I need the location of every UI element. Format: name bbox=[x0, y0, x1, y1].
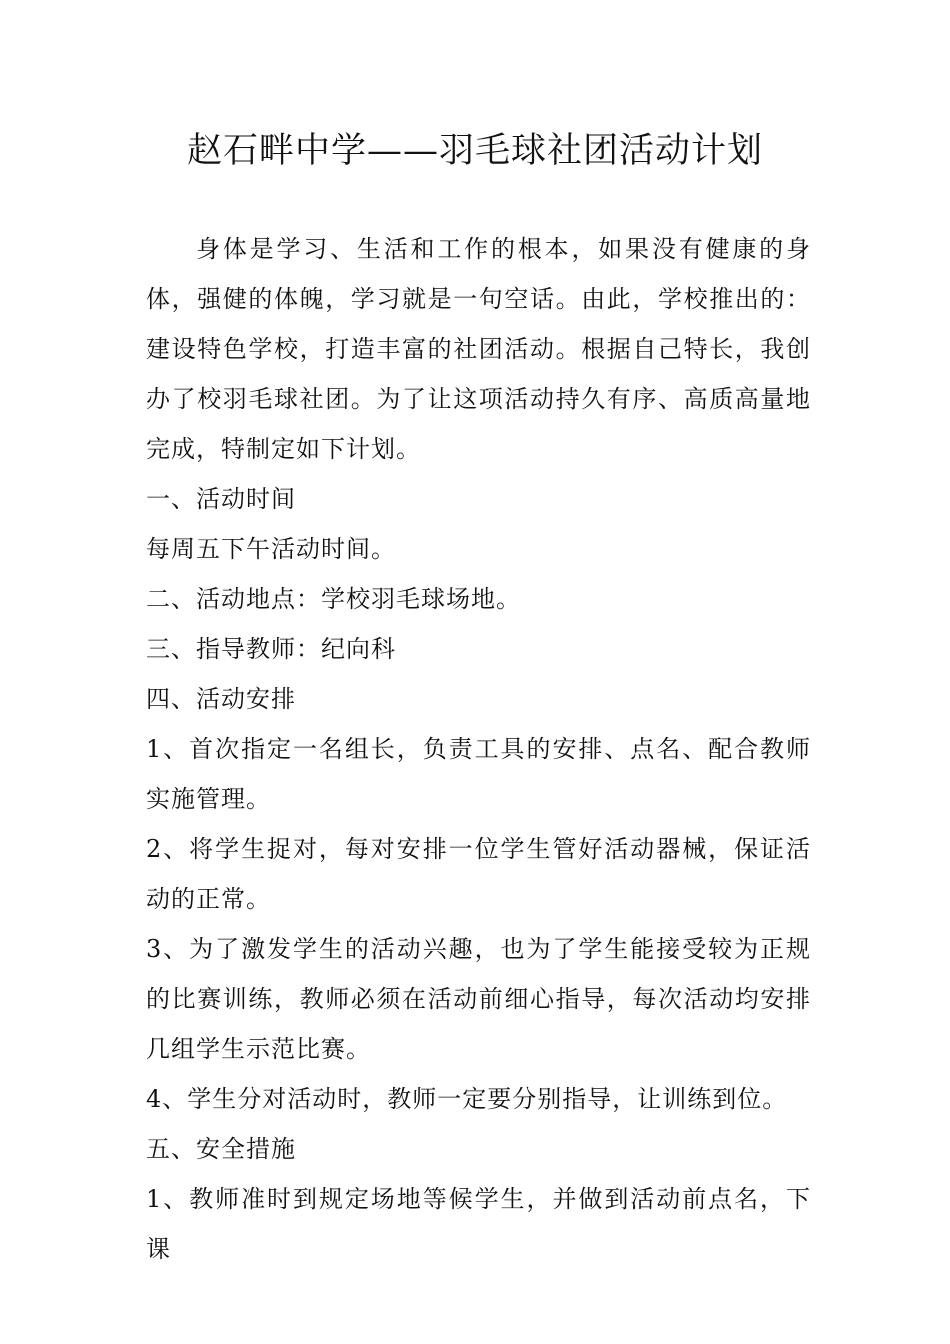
intro-paragraph: 身体是学习、生活和工作的根本，如果没有健康的身体，强健的体魄，学习就是一句空话。由此，学校推出的：建设特色学校，打造丰富的社团活动。根据自己特长，我创办了校羽毛球社团。为了让这项活动持久有序、高质高量地完成，特制定如下计划。 bbox=[146, 235, 811, 463]
arrangement-item: 3、为了激发学生的活动兴趣，也为了学生能接受较为正规的比赛训练，教师必须在活动前细心指导，每次活动均安排几组学生示范比赛。 bbox=[146, 935, 811, 1063]
section-heading-time: 一、活动时间 bbox=[146, 485, 296, 513]
safety-item: 1、教师准时到规定场地等候学生，并做到活动前点名，下课 bbox=[146, 1185, 811, 1263]
arrangement-item: 2、将学生捉对，每对安排一位学生管好活动器械，保证活动的正常。 bbox=[146, 835, 811, 913]
document-body bbox=[146, 224, 811, 1274]
arrangement-item: 1、首次指定一名组长，负责工具的安排、点名、配合教师实施管理。 bbox=[146, 735, 811, 813]
section-heading-arrangement: 四、活动安排 bbox=[146, 685, 296, 713]
document-title: 赵石畔中学——羽毛球社团活动计划 bbox=[186, 131, 763, 171]
section-text-time: 每周五下午活动时间。 bbox=[146, 535, 396, 563]
arrangement-item: 4、学生分对活动时，教师一定要分别指导，让训练到位。 bbox=[146, 1085, 788, 1113]
section-heading-safety: 五、安全措施 bbox=[146, 1135, 296, 1163]
section-heading-location: 二、活动地点：学校羽毛球场地。 bbox=[146, 585, 521, 613]
section-heading-teacher: 三、指导教师：纪向科 bbox=[146, 635, 396, 663]
